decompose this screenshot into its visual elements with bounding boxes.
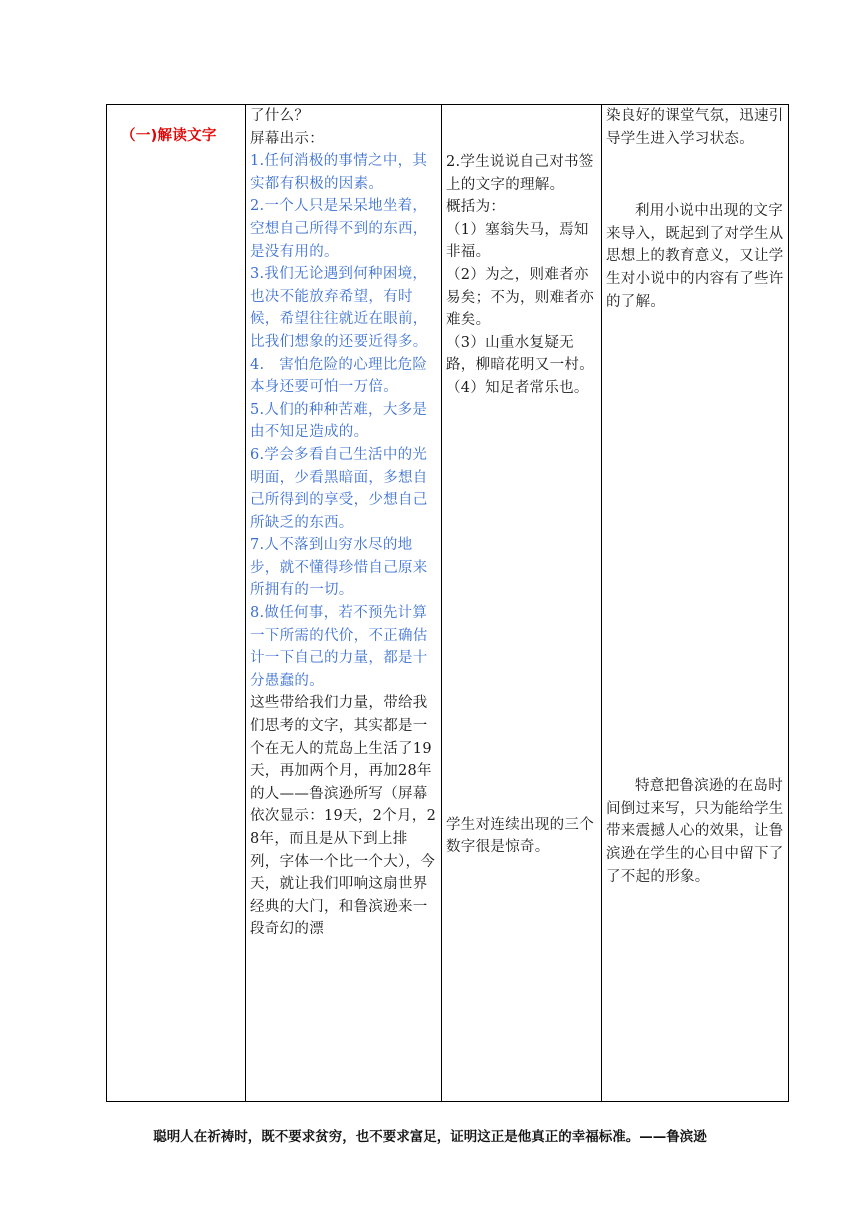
quote-item: 6.学会多看自己生活中的光明面，少看黑暗面，多想自己所得到的享受，少想自己所缺乏的东西。 (250, 446, 428, 531)
summary-item: （1）塞翁失马，焉知非福。 (446, 221, 589, 261)
quote-item: 8.做任何事，若不预先计算一下所需的代价，不正确估计一下自己的力量，都是十分愚蠢的。 (250, 605, 428, 689)
intent-top: 染良好的课堂气氛，迅速引导学生进入学习状态。 (606, 108, 784, 147)
student-task: 2.学生说说自己对书签上的文字的理解。 (446, 154, 594, 193)
summary-item: （3）山重水复疑无路，柳暗花明又一村。 (446, 334, 594, 374)
summary-label: 概括为： (446, 199, 506, 216)
footer-quote: 聪明人在祈祷时，既不要求贫穷，也不要求富足，证明这正是他真正的幸福标准。——鲁滨逊 (153, 1129, 707, 1145)
intent-bottom: 特意把鲁滨逊的在岛时间倒过来写，只为能给学生带来震撼人心的效果，让鲁滨逊在学生的心目中留下了了不起的形象。 (606, 778, 784, 885)
section-cell (107, 105, 246, 1102)
lesson-plan-table (106, 104, 789, 1102)
teacher-closing-text: 这些带给我们力量，带给我们思考的文字，其实都是一个在无人的荒岛上生活了19天，再加两个月，再加28年的人——鲁滨逊所写（屏幕依次显示：19天，2个月，28年，而且是从下到上排列，字体一个比一个大），今天，就让我们叩响这扇世界经典的大门，和鲁滨逊来一段奇幻的漂 (250, 695, 437, 938)
intent-middle: 利用小说中出现的文字来导入，既起到了对学生从思想上的教育意义，又让学生对小说中的内容有了些许的了解。 (606, 203, 784, 310)
quote-item: 5.人们的种种苦难，大多是由不知足造成的。 (250, 401, 428, 441)
design-intent-cell (602, 105, 789, 1102)
teacher-intro-line: 了什么？ (250, 108, 310, 124)
quote-item: 4. 害怕危险的心理比危险本身还要可怕一万倍。 (250, 356, 428, 396)
summary-item: （2）为之，则难者亦易矣；不为，则难者亦难矣。 (446, 266, 594, 329)
quote-item: 1.任何消极的事情之中，其实都有积极的因素。 (250, 153, 428, 192)
quote-item: 3.我们无论遇到何种困境，也决不能放弃希望，有时候，希望往往就近在眼前，比我们想象的还要近得多。 (250, 266, 428, 350)
quote-item: 2.一个人只是呆呆地坐着，空想自己所得不到的东西，是没有用的。 (250, 198, 428, 260)
teacher-intro-line: 屏幕出示： (250, 130, 324, 147)
table-row (107, 105, 789, 1102)
teacher-activity-cell (246, 105, 442, 1102)
student-reaction: 学生对连续出现的三个数字很是惊奇。 (446, 816, 594, 856)
student-activity-cell (442, 105, 602, 1102)
section-label: （一)解读文字 (121, 128, 217, 144)
summary-item: （4）知足者常乐也。 (446, 379, 589, 396)
quote-item: 7.人不落到山穷水尽的地步，就不懂得珍惜自己原来所拥有的一切。 (250, 537, 428, 599)
